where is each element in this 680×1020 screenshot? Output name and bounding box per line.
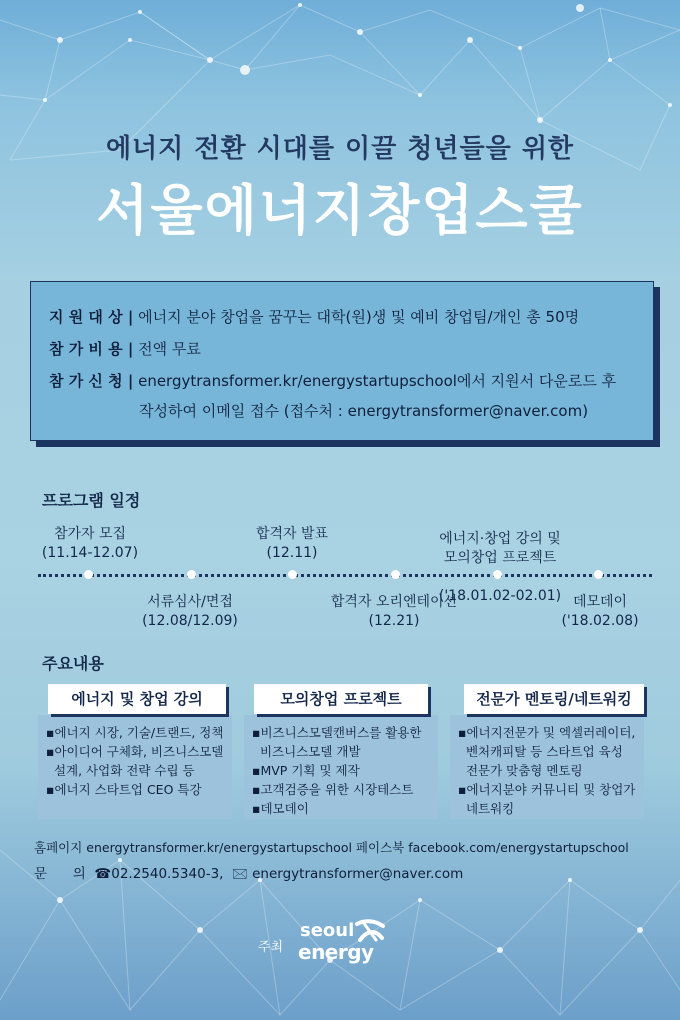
event-date: ('18.02.08)	[561, 613, 639, 629]
info-row-target	[49, 306, 579, 327]
info-label: 지 원 대 상 |	[49, 308, 134, 326]
timeline-event	[138, 593, 242, 631]
card-header: 에너지 및 창업 강의	[48, 684, 226, 714]
card-item: 설계, 사업화 전략 수립 등	[46, 763, 195, 778]
info-text: 전액 무료	[133, 340, 201, 358]
event-name: 합격자 발표	[255, 526, 329, 542]
card-item: 네트워킹	[458, 801, 515, 816]
event-name: 합격자 오리엔테이션	[330, 594, 458, 610]
info-text: 작성하여 이메일 접수 (접수처 : energytransformer@naver.com)	[139, 402, 589, 420]
timeline-event	[326, 593, 462, 631]
card-item: ▪에너지분야 커뮤니티 및 창업가	[458, 782, 636, 797]
event-date: (12.08/12.09)	[142, 613, 238, 629]
contact-phone-email[interactable]: 문 의 ☎02.2540.5340-3, 🖂 energytransformer@naver.com	[34, 866, 464, 882]
timeline-dot	[493, 570, 502, 579]
seoul-energy-logo-text: seoul	[300, 920, 355, 941]
info-row-fee	[49, 338, 201, 359]
timeline-line	[38, 574, 652, 577]
card-item: ▪데모데이	[252, 801, 309, 816]
card-header: 전문가 멘토링/네트워킹	[464, 684, 644, 714]
event-date: ('18.01.02-02.01)	[438, 588, 562, 604]
card-item: 벤처캐피탈 등 스타트업 육성	[458, 744, 623, 759]
timeline-event	[40, 525, 140, 563]
card-item: ▪비즈니스모델캔버스를 활용한	[252, 725, 422, 740]
card-header: 모의창업 프로젝트	[254, 684, 428, 714]
timeline-dot	[187, 570, 196, 579]
seoul-energy-logo-icon	[354, 918, 386, 944]
content-card	[450, 715, 644, 819]
timeline-dot	[288, 570, 297, 579]
timeline-event	[548, 593, 652, 631]
event-name: 참가자 모집	[53, 526, 127, 542]
info-row-apply-cont	[139, 400, 588, 421]
timeline-dot	[84, 570, 93, 579]
timeline-event	[242, 525, 342, 563]
info-row-apply	[49, 370, 616, 391]
info-label: 참 가 신 청 |	[49, 372, 134, 390]
card-item: ▪에너지 스타트업 CEO 특강	[46, 782, 202, 797]
event-name: 에너지·창업 강의 및 모의창업 프로젝트	[439, 531, 561, 566]
info-label: 참 가 비 용 |	[49, 340, 134, 358]
event-name: 서류심사/면접	[147, 594, 233, 610]
timeline-dot	[594, 570, 603, 579]
tagline: 에너지 전환 시대를 이끌 청년들을 위한	[105, 134, 575, 164]
info-text: 에너지 분야 창업을 꿈꾸는 대학(원)생 및 예비 창업팀/개인 총 50명	[133, 308, 580, 326]
card-item: ▪에너지 시장, 기술/트랜드, 정책	[46, 725, 224, 740]
card-item: 전문가 맞춤형 멘토링	[458, 763, 583, 778]
seoul-energy-logo-text: energy	[298, 940, 374, 964]
card-item: 비즈니스모델 개발	[252, 744, 361, 759]
contact-web[interactable]: 홈페이지 energytransformer.kr/energystartupschool 페이스북 facebook.com/energystartupschool	[34, 840, 629, 855]
schedule-title: 프로그램 일정	[42, 491, 141, 510]
timeline-dot	[391, 570, 400, 579]
content-card	[244, 715, 438, 819]
card-item: ▪MVP 기획 및 제작	[252, 763, 360, 778]
content-card	[38, 715, 232, 819]
card-item: ▪고객검증을 위한 시장테스트	[252, 782, 414, 797]
card-item: ▪에너지전문가 및 엑셀러레이터,	[458, 725, 636, 740]
content-title: 주요내용	[42, 654, 104, 673]
info-box	[30, 281, 654, 441]
card-item: ▪아이디어 구체화, 비즈니스모델	[46, 744, 224, 759]
page-title: 서울에너지창업스쿨	[96, 179, 584, 242]
info-text: energytransformer.kr/energystartupschool에서 지원서 다운로드 후	[133, 372, 617, 390]
event-name: 데모데이	[572, 594, 628, 610]
host-label: 주최	[258, 940, 284, 955]
event-date: (12.21)	[368, 613, 420, 629]
event-date: (12.11)	[266, 545, 318, 561]
event-date: (11.14-12.07)	[41, 545, 139, 561]
